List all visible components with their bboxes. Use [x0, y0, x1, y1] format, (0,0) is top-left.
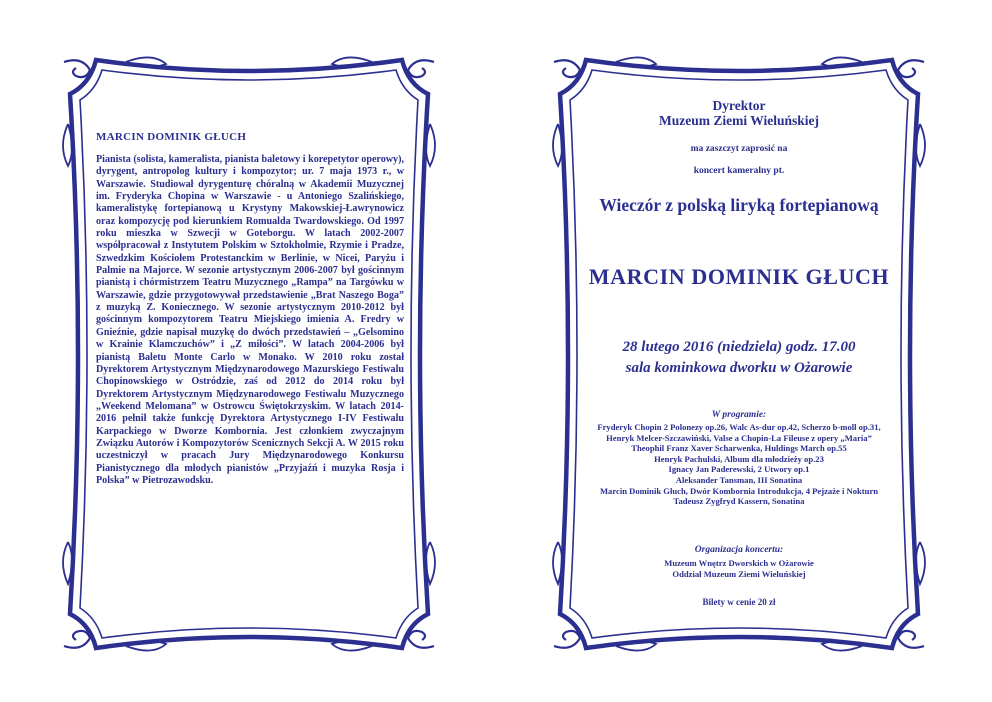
program-item: Aleksander Tansman, III Sonatina: [675, 474, 803, 485]
director-title: Dyrektor: [712, 98, 766, 113]
biography-panel: [56, 54, 442, 654]
director-organization: Muzeum Ziemi Wieluńskiej: [658, 113, 819, 128]
event-datetime: 28 lutego 2016 (niedziela) godz. 17.00: [622, 339, 856, 355]
program-item: Fryderyk Chopin 2 Polonezy op.26, Walc As-dur op.42, Scherzo b-moll op.31,: [597, 422, 881, 432]
program-item: Tadeusz Zygfryd Kassern, Sonatina: [673, 496, 805, 507]
program-item: Henryk Melcer-Szczawiński, Valse a Chopin-La Fileuse z opery „Maria”: [606, 432, 872, 443]
biography-text: Pianista (solista, kameralista, pianista baletowy i korepetytor operowy), dyrygent, antropolog kultury i kompozytor; ur. 7 maja 1973 r., w Warszawie. Studiował dyrygenturę chóralną w Akademii Muzycznej im. Fryderyka Chopina w Warszawie - u Antoniego Szalińskiego, kameralistykę fortepianową u Krystyny Makowskiej-Ławrynowicz oraz kompozycję pod kierunkiem Romualda Twardowskiego. Od 1997 roku mieszka w Szwecji w Goteborgu. W latach 2002-2007 współpracował z Instytutem Polskim w Sztokholmie, Rzymie i Pradze, Szwedzkim Kościołem Protestanckim w Berlinie, w Nicei, Paryżu i Palmie na Majorce. W sezonie artystycznym 2006-2007 był gościnnym pianistą i chórmistrzem Teatru Muzycznego „Rampa” na Targówku w Warszawie, gdzie przygotowywał przedstawienie „Brat Naszego Boga” z muzyką Z. Koniecznego. W sezonie artystycznym 2010-2012 był gościnnym kompozytorem Teatru Miejskiego imienia A. Fredry w Gnieźnie, gdzie napisał muzykę do dwóch przedstawień – „Gelsomino w Krainie Klamczuchów” i „Z miłości”. W latach 2004-2006 był pianistą Baletu Monte Carlo w Monako. W 2010 roku został Dyrektorem Artystycznym Międzynarodowego Mazurskiego Festiwalu Chopinowskiego w Ostródzie, zaś od 2012 do 2014 roku był Dyrektorem Artystycznym Międzynarodowego Festiwalu Muzycznego „Weekend Melomana” w Ostrowcu Świętokrzyskim. W latach 2014-2016 pełnił także funkcję Dyrektora Artystycznego I-IV Festiwalu Karpackiego w Dworze Kombornia. Jest członkiem zwyczajnym Związku Autorów i Kompozytorów Scenicznych Sekcji A. W 2015 roku uczestniczył w pracach Jury Międzynarodowego Konkursu Pianistycznego dla młodych pianistów „Przyjaźń i muzyka Rosja i Polska” w Pietrozawodsku.: [96, 154, 404, 486]
organizers-heading: Organizacja koncertu:: [694, 545, 784, 555]
event-title: Wieczór z polską liryką fortepianową: [599, 195, 879, 215]
invitation-panel: [546, 54, 932, 654]
concert-kind: koncert kameralny pt.: [693, 166, 785, 176]
program-item: Marcin Dominik Głuch, Dwór Kombornia Introdukcja, 4 Pejzaże i Nokturn: [599, 485, 879, 496]
organizer-2: Oddział Muzeum Ziemi Wieluńskiej: [672, 569, 806, 579]
event-venue: sala kominkowa dworku w Ożarowie: [625, 360, 853, 376]
program-item: Theophil Franz Xaver Scharwenka, Huldings March op.55: [631, 443, 847, 454]
program-item: Ignacy Jan Paderewski, 2 Utwory op.1: [668, 464, 810, 475]
performer-name: MARCIN DOMINIK GŁUCH: [588, 264, 890, 289]
ticket-price: Bilety w cenie 20 zł: [702, 597, 776, 607]
biography-heading: MARCIN DOMINIK GŁUCH: [96, 131, 247, 143]
program-heading: W programie:: [711, 410, 767, 420]
organizer-1: Muzeum Wnętrz Dworskich w Ożarowie: [664, 558, 814, 568]
program-list: [566, 422, 912, 507]
program-item: Henryk Pachulski, Album dla młodzieży op.23: [654, 453, 824, 464]
invite-line: ma zaszczyt zaprosić na: [690, 144, 788, 154]
